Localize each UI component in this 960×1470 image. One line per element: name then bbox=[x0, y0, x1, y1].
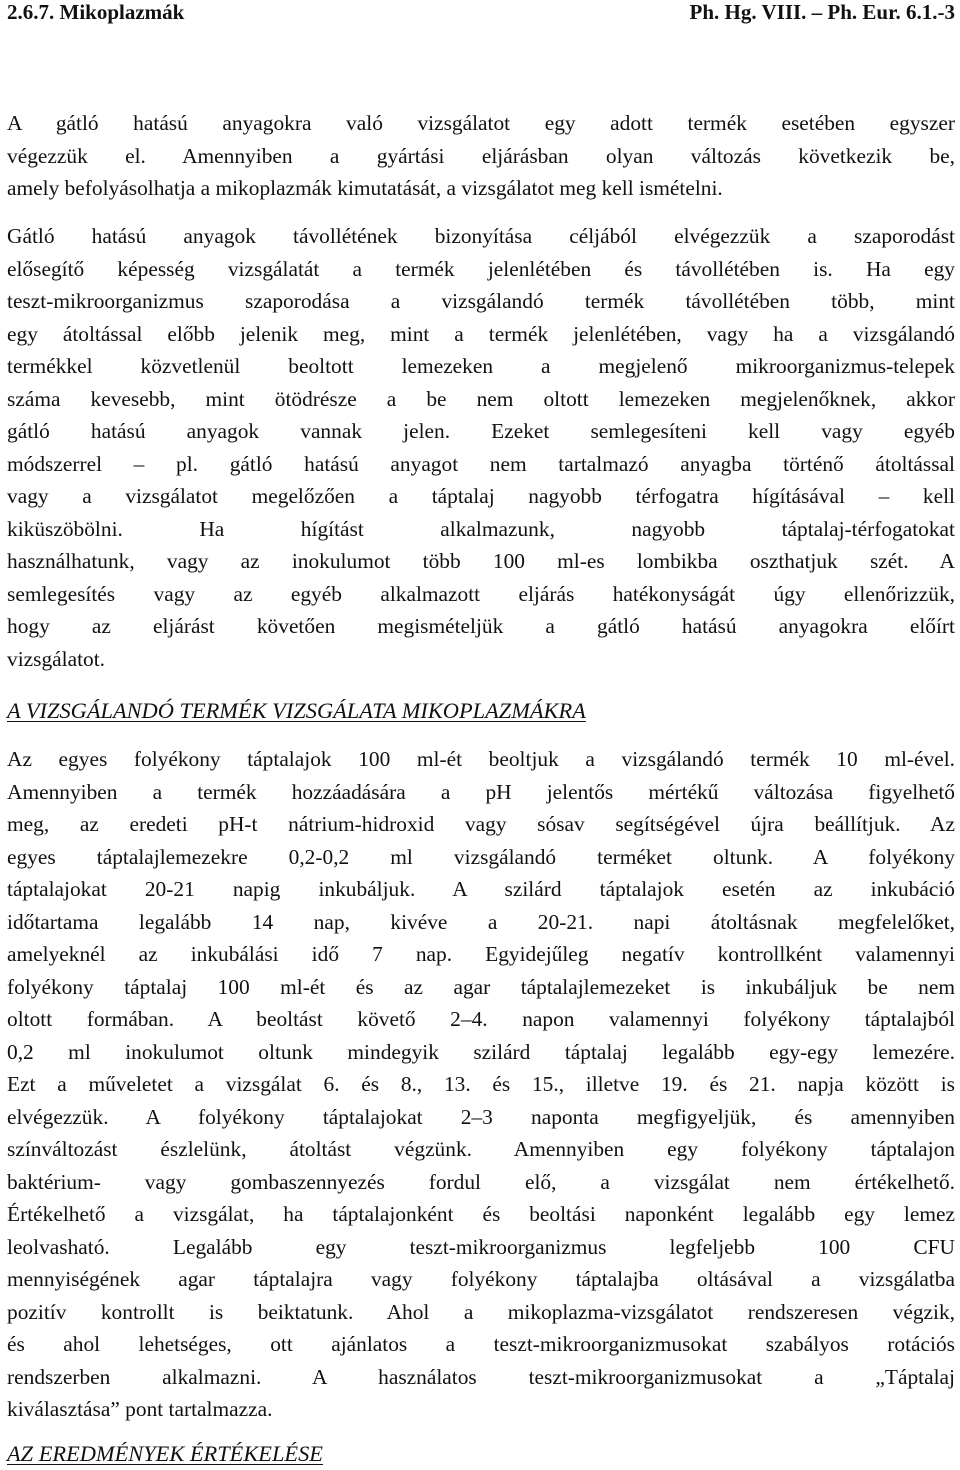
text-line: meg, az eredeti pH-t nátrium-hidroxid vagy sósav segítségével újra beállítjuk. Az bbox=[7, 812, 955, 836]
text-line: leolvasható. Legalább egy teszt-mikroorganizmus legfeljebb 100 CFU bbox=[7, 1234, 955, 1259]
text-line: használhatunk, vagy az inokulumot több 100 ml-es lombikba oszthatjuk szét. A bbox=[7, 549, 955, 573]
text-line: teszt-mikroorganizmus szaporodása a vizsgálandó termék távollétében több, mint bbox=[7, 289, 955, 313]
text-line: 0,2 ml inokulumot oltunk mindegyik szilárd táptalaj legalább egy-egy lemezére. bbox=[7, 1039, 955, 1064]
text-line: táptalajokat 20-21 napig inkubáljuk. A szilárd táptalajok esetén az inkubáció bbox=[7, 877, 955, 901]
text-line: Gátló hatású anyagok távollétének bizonyítása céljából elvégezzük a szaporodást bbox=[7, 224, 955, 248]
text-line: Ezt a műveletet a vizsgálat 6. és 8., 13. és 15., illetve 19. és 21. napja között is bbox=[7, 1072, 955, 1096]
text-line: gátló hatású anyagok vannak jelen. Ezeket semlegesíteni kell vagy egyéb bbox=[7, 419, 955, 443]
text-line: kiküszöbölni. Ha hígítást alkalmazunk, nagyobb táptalaj-térfogatokat bbox=[7, 516, 955, 541]
text-line: oltott formában. A beoltást követő 2–4. napon valamennyi folyékony táptalajból bbox=[7, 1007, 955, 1031]
text-line: rendszerben alkalmazni. A használatos teszt-mikroorganizmusokat a „Táptalaj bbox=[7, 1364, 955, 1389]
text-line: színváltozást észlelünk, átoltást végzünk. Amennyiben egy folyékony táptalajon bbox=[7, 1137, 955, 1161]
text-line: és ahol lehetséges, ott ajánlatos a teszt-mikroorganizmusokat szabályos rotációs bbox=[7, 1332, 955, 1356]
product-test-paragraph bbox=[7, 743, 955, 1426]
section-heading-evaluation: AZ EREDMÉNYEK ÉRTÉKELÉSE bbox=[7, 1441, 323, 1466]
text-line: folyékony táptalaj 100 ml-ét és az agar táptalajlemezeket is inkubáljuk be nem bbox=[7, 974, 955, 999]
text-line: egy átoltással előbb jelenik meg, mint a termék jelenlétében, vagy ha a vizsgálandó bbox=[7, 321, 955, 346]
page-header bbox=[7, 0, 955, 24]
text-line: kiválasztása” pont tartalmazza. bbox=[7, 1397, 273, 1421]
text-line: amely befolyásolhatja a mikoplazmák kimutatását, a vizsgálatot meg kell ismételni. bbox=[7, 176, 723, 200]
pharmacopoeia-reference: Ph. Hg. VIII. – Ph. Eur. 6.1.-3 bbox=[689, 0, 955, 24]
text-line: A gátló hatású anyagokra való vizsgálatot egy adott termék esetében egyszer bbox=[7, 111, 955, 135]
inhibitory-substances-paragraph bbox=[7, 220, 955, 675]
text-line: Értékelhető a vizsgálat, ha táptalajonként és beoltási naponként legalább egy lemez bbox=[7, 1202, 955, 1226]
text-line: Az egyes folyékony táptalajok 100 ml-ét beoltjuk a vizsgálandó termék 10 ml-ével. bbox=[7, 747, 955, 771]
section-heading-product-test: A VIZSGÁLANDÓ TERMÉK VIZSGÁLATA MIKOPLAZMÁKRA bbox=[7, 698, 586, 723]
text-line: módszerrel – pl. gátló hatású anyagot nem tartalmazó anyagba történő átoltással bbox=[7, 451, 955, 476]
text-line: semlegesítés vagy az egyéb alkalmazott eljárás hatékonyságát úgy ellenőrizzük, bbox=[7, 581, 955, 606]
text-line: időtartama legalább 14 nap, kivéve a 20-21. napi átoltásnak megfelelőket, bbox=[7, 909, 955, 934]
text-line: Amennyiben a termék hozzáadására a pH jelentős mértékű változása figyelhető bbox=[7, 779, 955, 804]
text-line: vagy a vizsgálatot megelőzően a táptalaj nagyobb térfogatra hígításával – kell bbox=[7, 484, 955, 508]
text-line: végezzük el. Amennyiben a gyártási eljárásban olyan változás következik be, bbox=[7, 143, 955, 168]
text-line: vizsgálatot. bbox=[7, 646, 106, 671]
section-title: 2.6.7. Mikoplazmák bbox=[7, 0, 185, 24]
text-line: termékkel közvetlenül beoltott lemezeken a megjelenő mikroorganizmus-telepek bbox=[7, 354, 955, 378]
text-line: elvégezzük. A folyékony táptalajokat 2–3 naponta megfigyeljük, és amennyiben bbox=[7, 1104, 955, 1129]
text-line: száma kevesebb, mint ötödrésze a be nem oltott lemezeken megjelenőknek, akkor bbox=[7, 386, 955, 411]
text-line: egyes táptalajlemezekre 0,2-0,2 ml vizsgálandó terméket oltunk. A folyékony bbox=[7, 844, 955, 869]
text-line: pozitív kontrollt is beiktatunk. Ahol a mikoplazma-vizsgálatot rendszeresen végzik, bbox=[7, 1299, 955, 1324]
intro-paragraph bbox=[7, 107, 955, 205]
text-line: mennyiségének agar táptalajra vagy folyékony táptalajba oltásával a vizsgálatba bbox=[7, 1267, 955, 1291]
text-line: elősegítő képesség vizsgálatát a termék jelenlétében és távollétében is. Ha egy bbox=[7, 256, 955, 281]
text-line: amelyeknél az inkubálási idő 7 nap. Egyidejűleg negatív kontrollként valamennyi bbox=[7, 942, 955, 966]
text-line: baktérium- vagy gombaszennyezés fordul elő, a vizsgálat nem értékelhető. bbox=[7, 1169, 955, 1194]
text-line: hogy az eljárást követően megismételjük a gátló hatású anyagokra előírt bbox=[7, 614, 955, 638]
